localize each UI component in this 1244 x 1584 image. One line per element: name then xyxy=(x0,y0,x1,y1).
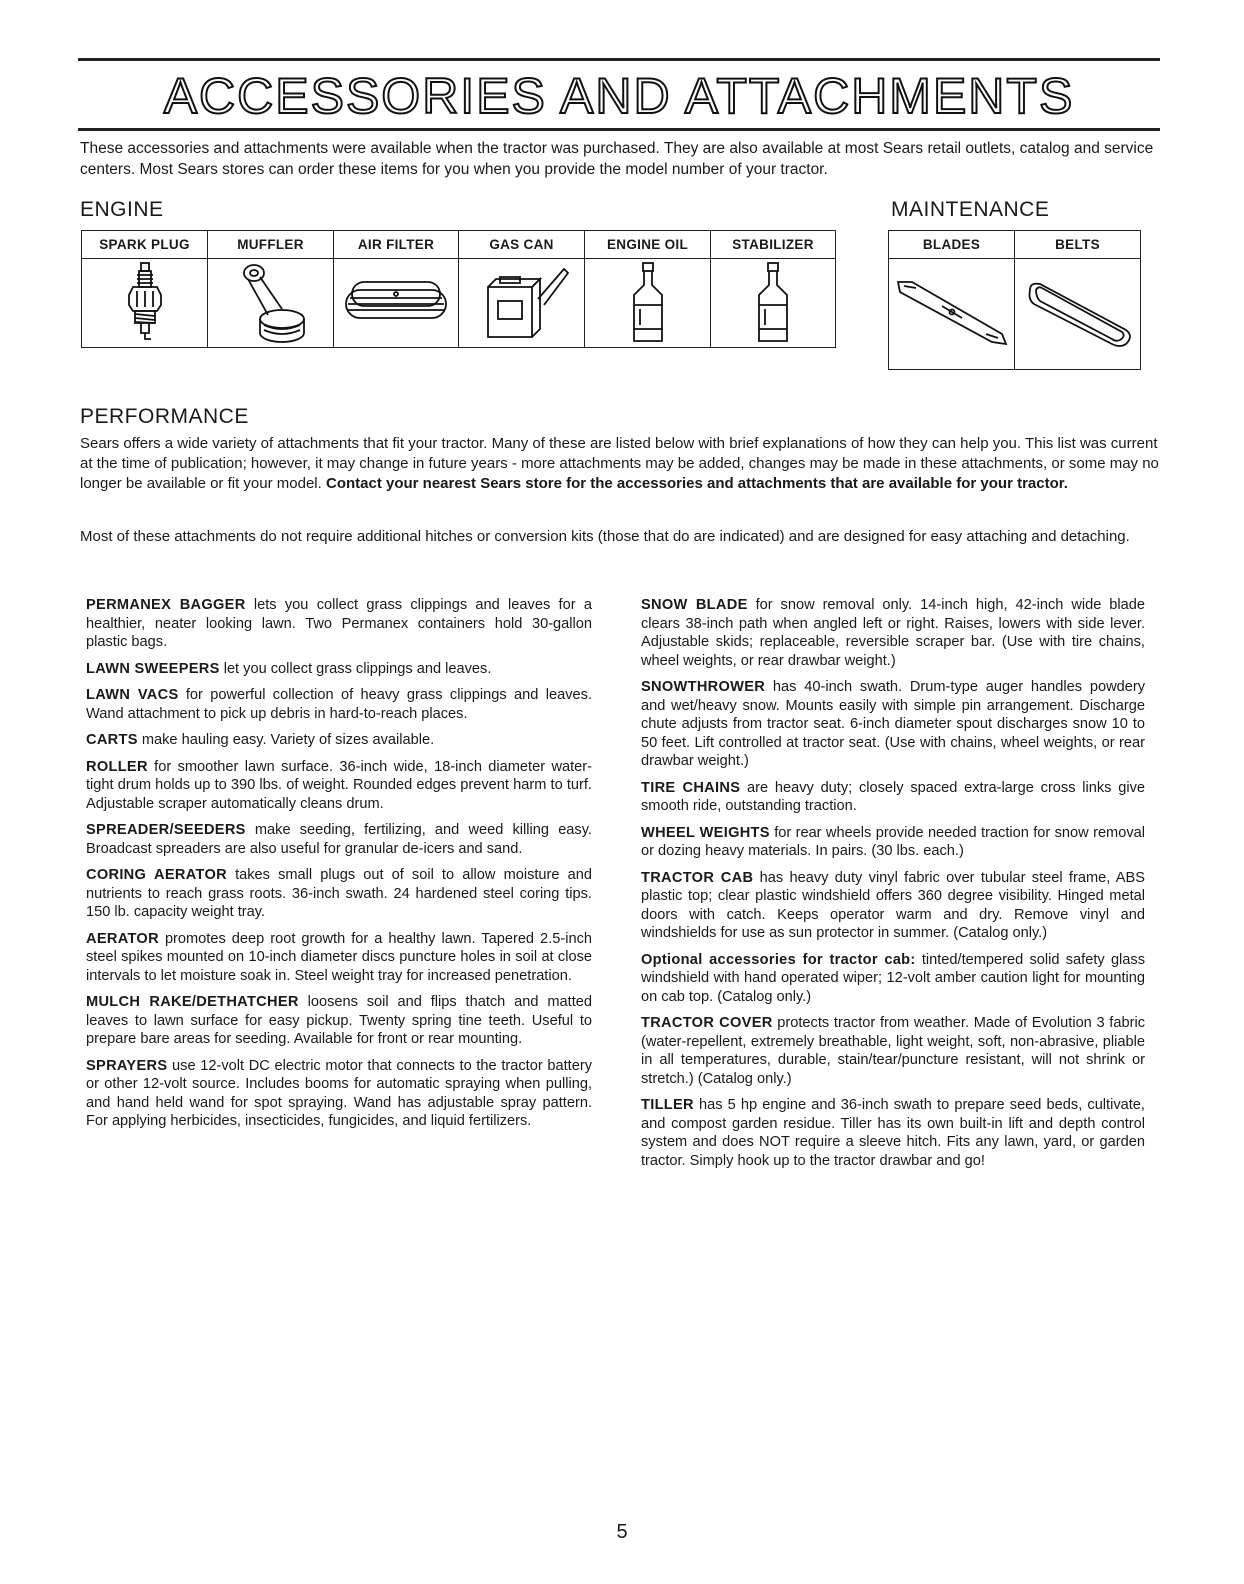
item-text: has 5 hp engine and 36-inch swath to prepare seed beds, cultivate, and compost garden residue. Tiller has its own built-in lift and depth control system and does NOT require a sleeve hitch. Fits any lawn, yard, or garden tractor. Simply hook up to the tractor drawbar and go! xyxy=(641,1097,1145,1169)
gas-can-label: GAS CAN xyxy=(459,231,585,259)
item-text: let you collect grass clippings and leaves. xyxy=(223,660,492,677)
list-item xyxy=(86,686,592,723)
item-name: SPREADER/SEEDERS xyxy=(86,822,246,838)
engine-accessories-table xyxy=(81,230,836,348)
item-name: SNOW BLADE xyxy=(641,597,748,613)
air-filter-icon xyxy=(340,268,452,338)
item-text: has heavy duty vinyl fabric over tubular steel frame, ABS plastic top; clear plastic windshield offers 360 degree visibility. Hinged metal doors with catch. Keeps operator warm and dry. Remove vinyl and windshields for use as sun protector in summer. (Catalog only.) xyxy=(641,869,1146,941)
item-name: TIRE CHAINS xyxy=(641,779,741,796)
muffler-icon xyxy=(226,261,316,345)
item-name: CARTS xyxy=(86,732,138,748)
intro-paragraph: These accessories and attachments were available when the tractor was purchased. They are also available at most Sears retail outlets, catalog and service centers. Most Sears stores can order these items for you when you provide the model number of your tractor. xyxy=(80,140,1154,178)
performance-heading: PERFORMANCE xyxy=(80,405,249,428)
item-name: TILLER xyxy=(641,1097,694,1113)
oil-bottle-icon xyxy=(618,261,678,345)
list-item xyxy=(86,930,592,986)
belts-label: BELTS xyxy=(1015,231,1141,259)
list-item xyxy=(641,951,1145,1007)
blades-label: BLADES xyxy=(889,231,1015,259)
performance-note: Most of these attachments do not require additional hitches or conversion kits (those that do are indicated) and are designed for easy attaching and detaching. xyxy=(80,528,1130,545)
list-item xyxy=(86,866,592,922)
air-filter-label: AIR FILTER xyxy=(334,231,459,259)
list-item xyxy=(86,660,592,679)
muffler-label: MUFFLER xyxy=(208,231,334,259)
attachments-left-column xyxy=(86,596,592,1139)
item-name: SNOWTHROWER xyxy=(641,679,766,695)
performance-paragraph-bold: Contact your nearest Sears store for the accessories and attachments that are available for your tractor. xyxy=(325,475,1068,492)
list-item xyxy=(641,1096,1145,1170)
item-text: make seeding, fertilizing, and weed killing easy. Broadcast spreaders are also useful for granular de-icers and sand. xyxy=(86,822,592,857)
item-text: for rear wheels provide needed traction for snow removal or dozing heavy materials. In pairs. (30 lbs. each.) xyxy=(641,824,1145,859)
item-name: CORING AERATOR xyxy=(86,867,227,883)
blade-icon xyxy=(894,276,1010,352)
list-item xyxy=(86,821,592,858)
list-item xyxy=(86,758,592,814)
attachments-right-column xyxy=(641,596,1145,1178)
item-text: tinted/tempered solid safety glass windshield with hand operated wiper; 12-volt amber caution light for mounting on cab top. (Catalog only.) xyxy=(641,951,1146,1005)
spark-plug-icon xyxy=(115,261,175,345)
stabilizer-label: STABILIZER xyxy=(711,231,836,259)
item-name: ROLLER xyxy=(86,758,148,775)
belt-icon xyxy=(1020,274,1136,354)
gas-can-icon xyxy=(472,263,572,343)
title-rule-bottom xyxy=(78,128,1160,131)
list-item xyxy=(641,1014,1145,1088)
item-name: MULCH RAKE/DETHATCHER xyxy=(86,994,299,1010)
item-name: LAWN SWEEPERS xyxy=(86,660,220,677)
list-item xyxy=(641,596,1145,670)
item-text: for powerful collection of heavy grass clippings and leaves. Wand attachment to pick up debris in hard-to-reach places. xyxy=(86,687,592,722)
stabilizer-bottle-icon xyxy=(743,261,803,345)
performance-paragraph xyxy=(80,434,1160,494)
list-item xyxy=(641,869,1145,943)
item-name: TRACTOR CAB xyxy=(641,869,754,886)
item-text: are heavy duty; closely spaced extra-large cross links give smooth ride, outstanding traction. xyxy=(641,779,1145,814)
list-item xyxy=(86,596,592,652)
item-name: PERMANEX BAGGER xyxy=(86,597,246,613)
item-text: use 12-volt DC electric motor that connects to the tractor battery or other 12-volt source. Includes booms for automatic spraying when pulling, and hand held wand for spot spraying. Wand has adjustable spray pattern. For applying herbicides, insecticides, fungicides, and liquid fertilizers. xyxy=(86,1057,592,1129)
list-item xyxy=(86,1057,592,1131)
list-item xyxy=(641,824,1145,861)
item-text: lets you collect grass clippings and leaves for a healthier, neater looking lawn. Two Permanex containers hold 30-gallon plastic bags. xyxy=(86,597,592,650)
list-item xyxy=(86,993,592,1049)
item-name: TRACTOR COVER xyxy=(641,1015,773,1031)
item-name: SPRAYERS xyxy=(86,1057,168,1074)
page-number: 5 xyxy=(616,1521,628,1543)
maintenance-heading: MAINTENANCE xyxy=(891,198,1050,221)
item-text: protects tractor from weather. Made of Evolution 3 fabric (water-repellent, extremely breathable, light weight, soft, non-abrasive, pliable in all temperatures, durable, stain/tear/puncture resistant, will not shrink or stretch.) (Catalog only.) xyxy=(641,1015,1145,1087)
item-name: WHEEL WEIGHTS xyxy=(641,824,770,841)
item-text: make hauling easy. Variety of sizes available. xyxy=(141,732,435,748)
page-title: ACCESSORIES AND ATTACHMENTS xyxy=(163,68,1075,124)
item-text: has 40-inch swath. Drum-type auger handles powdery and wet/heavy snow. Mounts easily with simple pin arrangement. Discharge chute adjusts from tractor seat. 6-inch diameter spout discharges snow 10 to 50 feet. Lift controlled at tractor seat. (Use with chains, wheel weights, or rear drawbar weight.) xyxy=(641,679,1146,769)
item-text: for snow removal only. 14-inch high, 42-inch wide blade clears 38-inch path when angled left or right. Raises, lowers with side lever. Adjustable skids; replaceable, reversible scraper bar. (Use with tire chains, wheel weights, or rear drawbar weight.) xyxy=(641,597,1145,669)
item-name: LAWN VACS xyxy=(86,687,179,703)
list-item xyxy=(86,731,592,750)
item-name: AERATOR xyxy=(86,930,159,947)
performance-paragraph-text: Sears offers a wide variety of attachments that fit your tractor. Many of these are listed below with brief explanations of how they can help you. This list was current at the time of publication; however, it may change in future years - more attachments may be added, changes may be made in these attachments, or some may no longer be available or fit your model. xyxy=(80,435,1159,492)
engine-heading: ENGINE xyxy=(80,198,164,221)
item-text: for smoother lawn surface. 36-inch wide, 18-inch diameter water-tight drum holds up to 390 lbs. of weight. Rounded edges prevent harm to turf. Adjustable scraper automatically cleans drum. xyxy=(86,758,592,812)
list-item xyxy=(641,779,1145,816)
list-item xyxy=(641,678,1145,771)
maintenance-accessories-table xyxy=(888,230,1141,370)
item-text: takes small plugs out of soil to allow moisture and nutrients to reach grass roots. 36-inch swath. 24 hardened steel coring tips. 150 lb. capacity weight tray. xyxy=(86,867,592,920)
item-text: promotes deep root growth for a healthy lawn. Tapered 2.5-inch steel spikes mounted on 10-inch diameter discs puncture holes in soil at close intervals to let moisture soak in. Steel weight tray for increased penetration. xyxy=(86,930,592,984)
item-text: loosens soil and flips thatch and matted leaves to lawn surface for easy pickup. Twenty spring tine teeth. Useful to prepare bare areas for seeding. Available for front or rear mounting. xyxy=(86,994,592,1047)
engine-oil-label: ENGINE OIL xyxy=(585,231,711,259)
spark-plug-label: SPARK PLUG xyxy=(82,231,208,259)
title-rule-top xyxy=(78,58,1160,61)
item-name: Optional accessories for tractor cab: xyxy=(641,951,916,968)
